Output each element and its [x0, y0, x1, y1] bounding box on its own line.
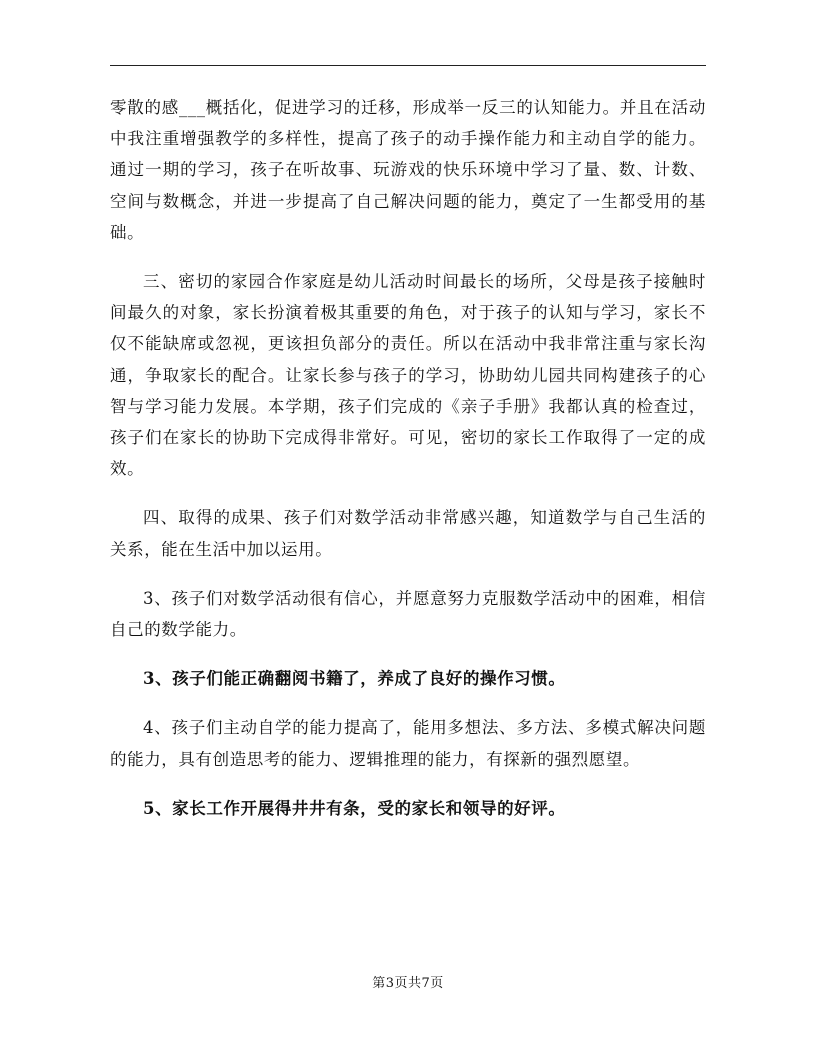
paragraph-1: 零散的感___概括化，促进学习的迁移，形成举一反三的认知能力。并且在活动中我注重增强教学的多样性，提高了孩子的动手操作能力和主动自学的能力。通过一期的学习，孩子在听故事、玩游戏的快乐环境中学习了量、数、计数、空间与数概念，并进一步提高了自己解决问题的能力，奠定了一生都受用的基础。 — [110, 98, 706, 242]
paragraph-7: 5、家长工作开展得井井有条，受的家长和领导的好评。 — [143, 798, 566, 818]
paragraph-6: 4、孩子们主动自学的能力提高了，能用多想法、多方法、多模式解决问题的能力，具有创造思考的能力、逻辑推理的能力，有探新的强烈愿望。 — [110, 718, 706, 769]
paragraph-5: 3、孩子们能正确翻阅书籍了，养成了良好的操作习惯。 — [143, 669, 566, 689]
document-body — [110, 92, 706, 824]
page-number: 第3页共7页 — [372, 976, 444, 991]
paragraph-4: 3、孩子们对数学活动很有信心，并愿意努力克服数学活动中的困难，相信自己的数学能力。 — [110, 588, 706, 640]
paragraph-2: 三、密切的家园合作家庭是幼儿活动时间最长的场所，父母是孩子接触时间最久的对象，家长扮演着极其重要的角色，对于孩子的认知与学习，家长不仅不能缺席或忽视，更该担负部分的责任。所以在活动中我非常注重与家长沟通，争取家长的配合。让家长参与孩子的学习，协助幼儿园共同构建孩子的心智与学习能力发展。本学期，孩子们完成的《亲子手册》我都认真的检查过，孩子们在家长的协助下完成得非常好。可见，密切的家长工作取得了一定的成效。 — [110, 272, 706, 479]
header-rule — [110, 65, 706, 66]
paragraph-3: 四、取得的成果、孩子们对数学活动非常感兴趣，知道数学与自己生活的关系，能在生活中加以运用。 — [110, 508, 706, 559]
